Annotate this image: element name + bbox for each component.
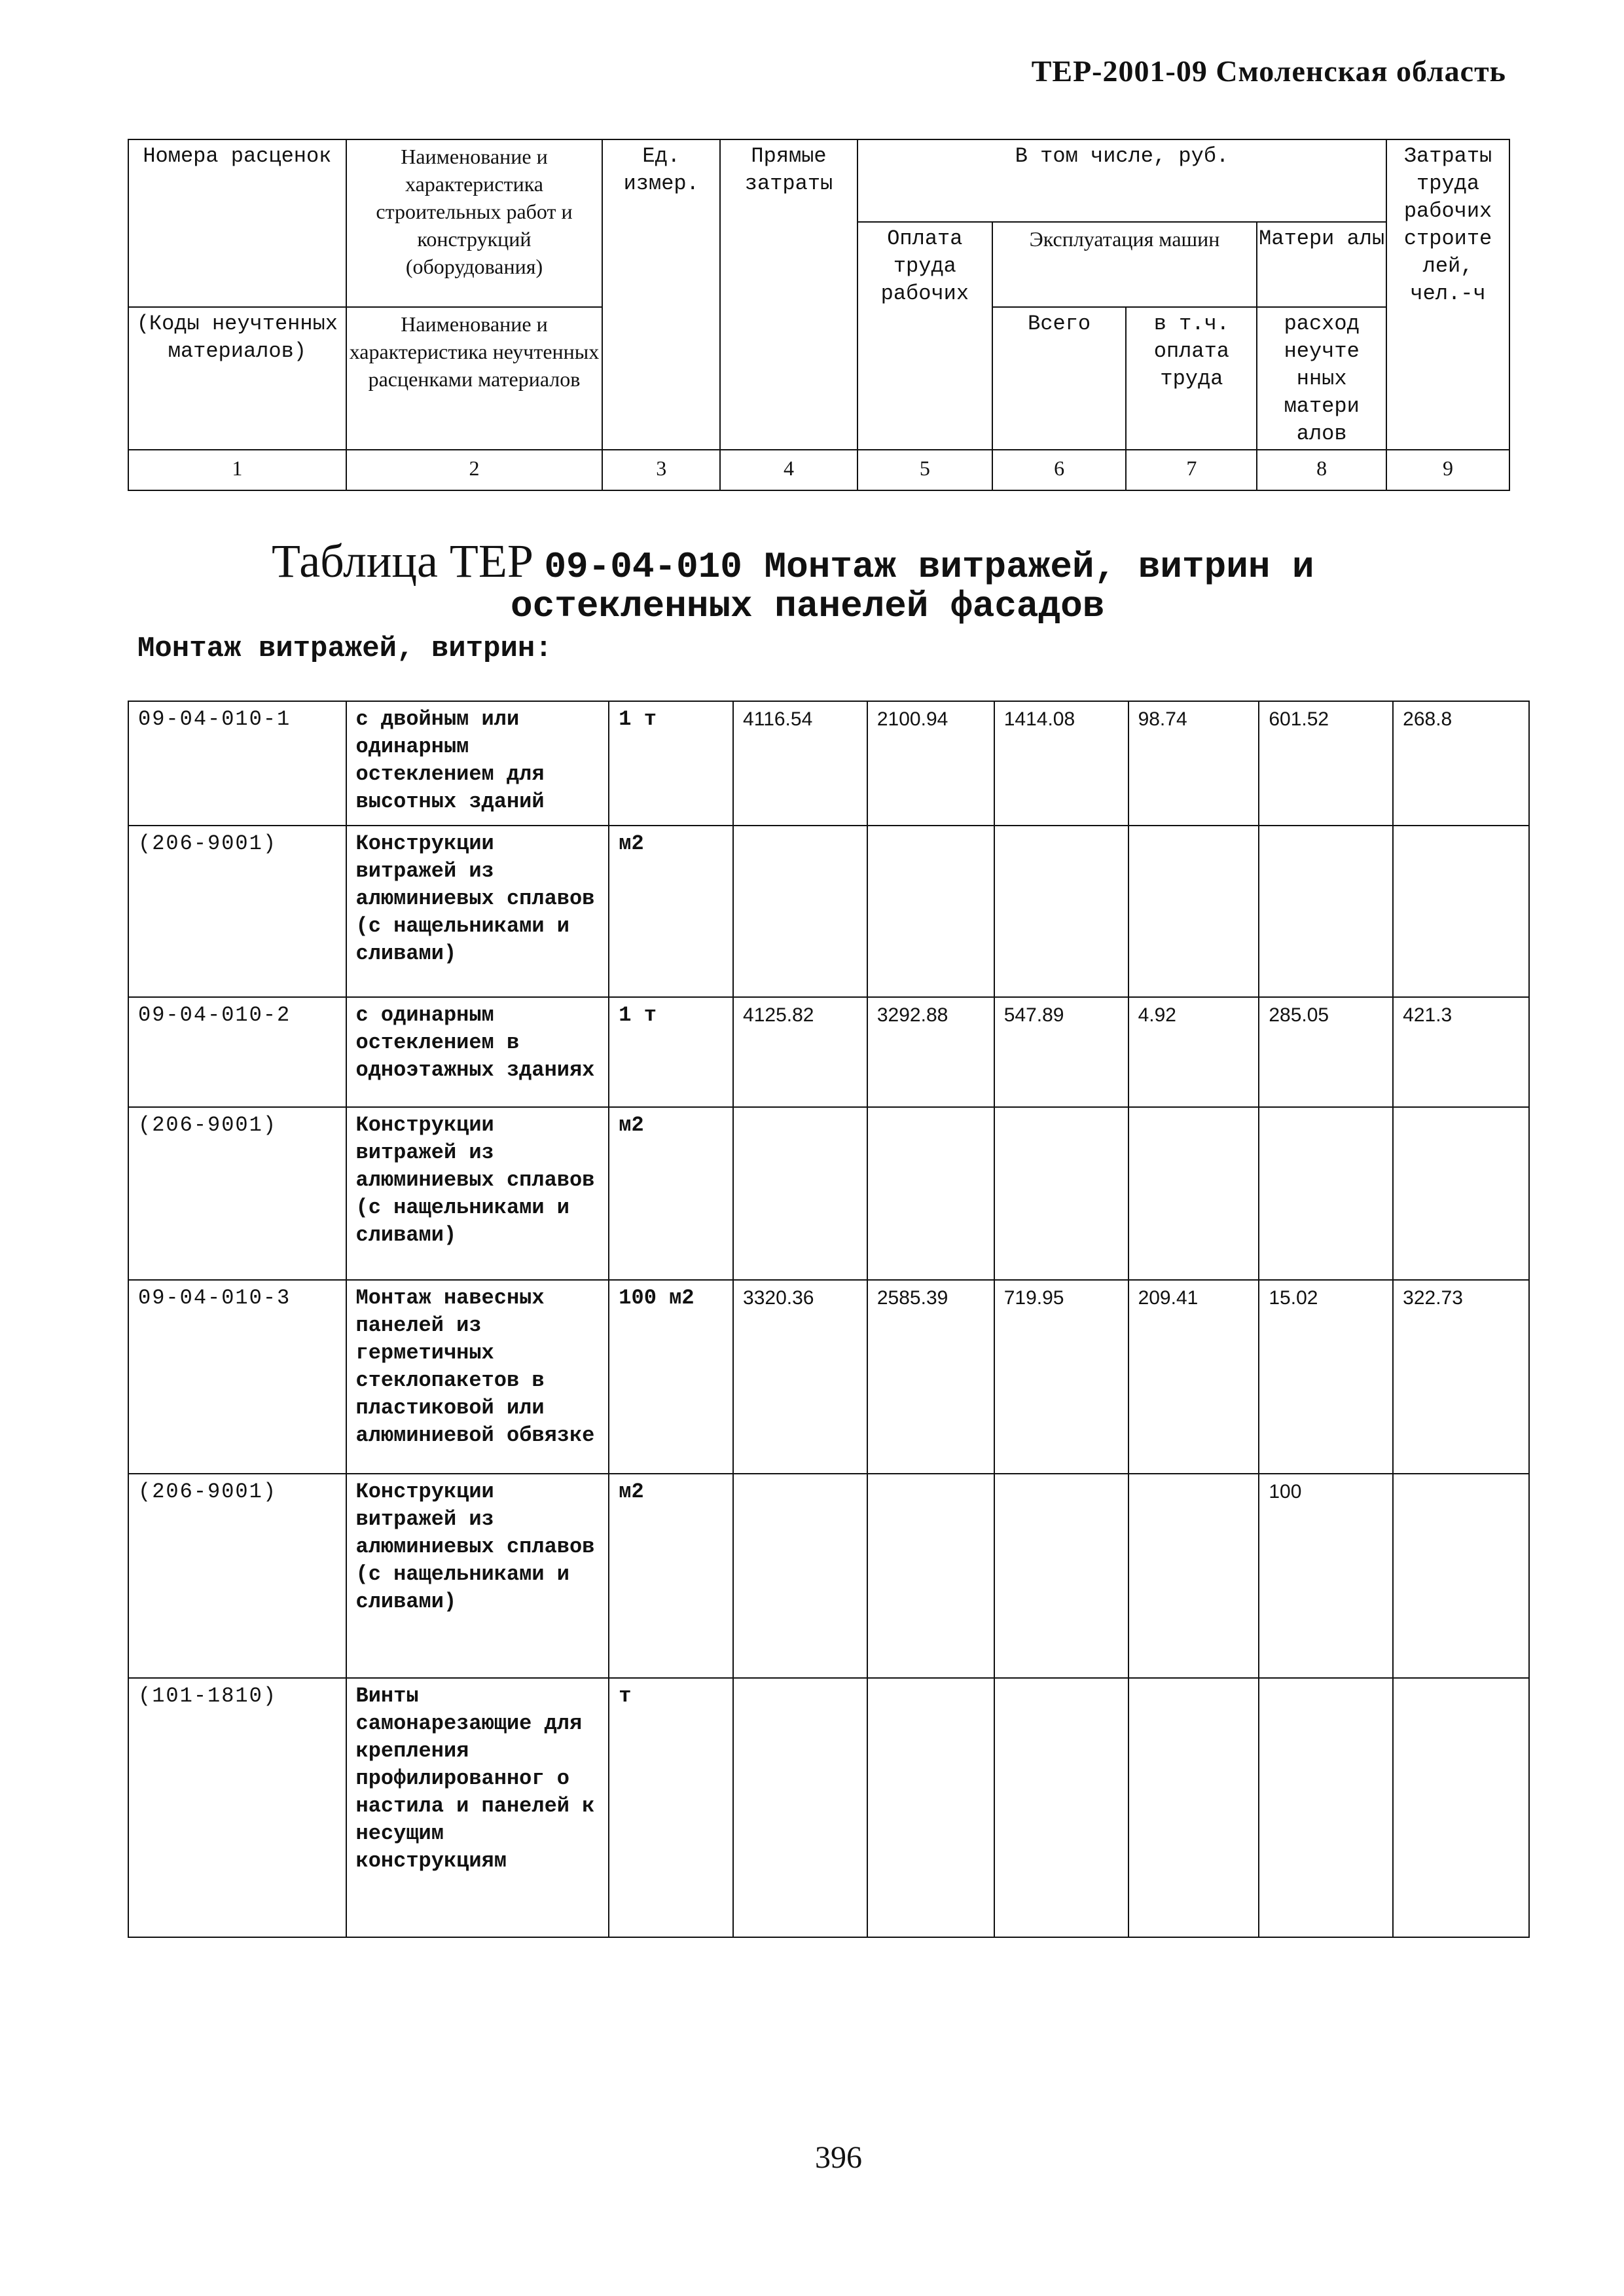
labor-hours xyxy=(1393,826,1529,997)
unit: 1 т xyxy=(609,997,733,1107)
machines-labor: 209.41 xyxy=(1128,1280,1259,1474)
header-unaccounted-materials: Наименование и характеристика неучтенных расценками материалов xyxy=(346,307,603,450)
labor-hours: 322.73 xyxy=(1393,1280,1529,1474)
col-number-3: 3 xyxy=(602,450,720,490)
material-name: Винты самонарезающие для крепления профилированног о настила и панелей к несущим конструкциям xyxy=(346,1678,609,1937)
material-code: (101-1810) xyxy=(128,1678,346,1937)
machines-total xyxy=(994,1107,1128,1280)
materials: 285.05 xyxy=(1259,997,1393,1107)
header-labor-hours: Затраты труда рабочих строите лей, чел.-ч xyxy=(1386,139,1509,450)
materials xyxy=(1259,826,1393,997)
machines-labor xyxy=(1128,826,1259,997)
rate-code: 09-04-010-1 xyxy=(128,701,346,826)
labor-pay xyxy=(867,826,994,997)
direct-costs xyxy=(733,826,867,997)
machines-labor: 4.92 xyxy=(1128,997,1259,1107)
header-materials-consumption: расход неучте нных матери алов xyxy=(1257,307,1386,450)
page-number: 396 xyxy=(815,2140,862,2175)
header-unit: Ед. измер. xyxy=(602,139,720,450)
labor-pay xyxy=(867,1678,994,1937)
rates-table xyxy=(128,701,1530,1938)
section-subtitle: Монтаж витражей, витрин: xyxy=(137,632,552,665)
work-name: с двойным или одинарным остеклением для высотных зданий xyxy=(346,701,609,826)
machines-labor xyxy=(1128,1678,1259,1937)
materials xyxy=(1259,1107,1393,1280)
header-machines-labor: в т.ч. оплата труда xyxy=(1126,307,1257,450)
unit: 100 м2 xyxy=(609,1280,733,1474)
direct-costs: 3320.36 xyxy=(733,1280,867,1474)
labor-pay: 2100.94 xyxy=(867,701,994,826)
rate-code: 09-04-010-2 xyxy=(128,997,346,1107)
unit: м2 xyxy=(609,1474,733,1678)
machines-total xyxy=(994,1474,1128,1678)
header-materials: Матери алы xyxy=(1257,222,1386,307)
rate-code: 09-04-010-3 xyxy=(128,1280,346,1474)
machines-total xyxy=(994,826,1128,997)
materials: 100 xyxy=(1259,1474,1393,1678)
table-title-line2: остекленных панелей фасадов xyxy=(511,585,1105,627)
table-title-line1 xyxy=(272,534,1314,589)
material-code: (206-9001) xyxy=(128,826,346,997)
work-name: Монтаж навесных панелей из герметичных стеклопакетов в пластиковой или алюминиевой обвязке xyxy=(346,1280,609,1474)
direct-costs: 4125.82 xyxy=(733,997,867,1107)
header-rate-numbers: Номера расценок xyxy=(128,139,346,307)
machines-total: 1414.08 xyxy=(994,701,1128,826)
machines-labor xyxy=(1128,1474,1259,1678)
labor-pay xyxy=(867,1474,994,1678)
material-name: Конструкции витражей из алюминиевых сплавов (с нащельниками и сливами) xyxy=(346,1107,609,1280)
work-name: с одинарным остеклением в одноэтажных зданиях xyxy=(346,997,609,1107)
col-number-6: 6 xyxy=(992,450,1127,490)
direct-costs: 4116.54 xyxy=(733,701,867,826)
table-row xyxy=(128,997,1529,1107)
col-number-1: 1 xyxy=(128,450,346,490)
header-direct-costs: Прямые затраты xyxy=(720,139,857,450)
labor-pay xyxy=(867,1107,994,1280)
materials: 15.02 xyxy=(1259,1280,1393,1474)
table-row xyxy=(128,1678,1529,1937)
col-number-9: 9 xyxy=(1386,450,1509,490)
header-work-name: Наименование и характеристика строительных работ и конструкций (оборудования) xyxy=(346,139,603,307)
table-row xyxy=(128,701,1529,826)
table-row xyxy=(128,826,1529,997)
material-name: Конструкции витражей из алюминиевых сплавов (с нащельниками и сливами) xyxy=(346,1474,609,1678)
col-number-5: 5 xyxy=(857,450,992,490)
labor-pay: 2585.39 xyxy=(867,1280,994,1474)
material-name: Конструкции витражей из алюминиевых сплавов (с нащельниками и сливами) xyxy=(346,826,609,997)
col-number-8: 8 xyxy=(1257,450,1386,490)
materials xyxy=(1259,1678,1393,1937)
direct-costs xyxy=(733,1107,867,1280)
machines-total xyxy=(994,1678,1128,1937)
direct-costs xyxy=(733,1474,867,1678)
labor-hours: 421.3 xyxy=(1393,997,1529,1107)
header-unaccounted-codes: (Коды неучтенных материалов) xyxy=(128,307,346,450)
material-code: (206-9001) xyxy=(128,1474,346,1678)
unit: м2 xyxy=(609,1107,733,1280)
machines-labor xyxy=(1128,1107,1259,1280)
table-title-prefix: Таблица ТЕР xyxy=(272,535,533,587)
table-row xyxy=(128,1280,1529,1474)
material-code: (206-9001) xyxy=(128,1107,346,1280)
header-machines-group: Эксплуатация машин xyxy=(992,222,1257,307)
header-including-group: В том числе, руб. xyxy=(857,139,1386,222)
labor-pay: 3292.88 xyxy=(867,997,994,1107)
col-number-7: 7 xyxy=(1126,450,1257,490)
unit: т xyxy=(609,1678,733,1937)
labor-hours xyxy=(1393,1678,1529,1937)
header-machines-total: Всего xyxy=(992,307,1127,450)
col-number-2: 2 xyxy=(346,450,603,490)
col-number-4: 4 xyxy=(720,450,857,490)
table-row xyxy=(128,1107,1529,1280)
machines-total: 547.89 xyxy=(994,997,1128,1107)
labor-hours xyxy=(1393,1474,1529,1678)
labor-hours xyxy=(1393,1107,1529,1280)
header-labor-pay: Оплата труда рабочих xyxy=(857,222,992,450)
table-row xyxy=(128,1474,1529,1678)
column-header-table xyxy=(128,139,1510,491)
unit: м2 xyxy=(609,826,733,997)
materials: 601.52 xyxy=(1259,701,1393,826)
unit: 1 т xyxy=(609,701,733,826)
table-title-text: 09-04-010 Монтаж витражей, витрин и xyxy=(544,546,1314,588)
direct-costs xyxy=(733,1678,867,1937)
page-header-title: ТЕР-2001-09 Смоленская область xyxy=(1031,54,1506,88)
machines-labor: 98.74 xyxy=(1128,701,1259,826)
labor-hours: 268.8 xyxy=(1393,701,1529,826)
machines-total: 719.95 xyxy=(994,1280,1128,1474)
